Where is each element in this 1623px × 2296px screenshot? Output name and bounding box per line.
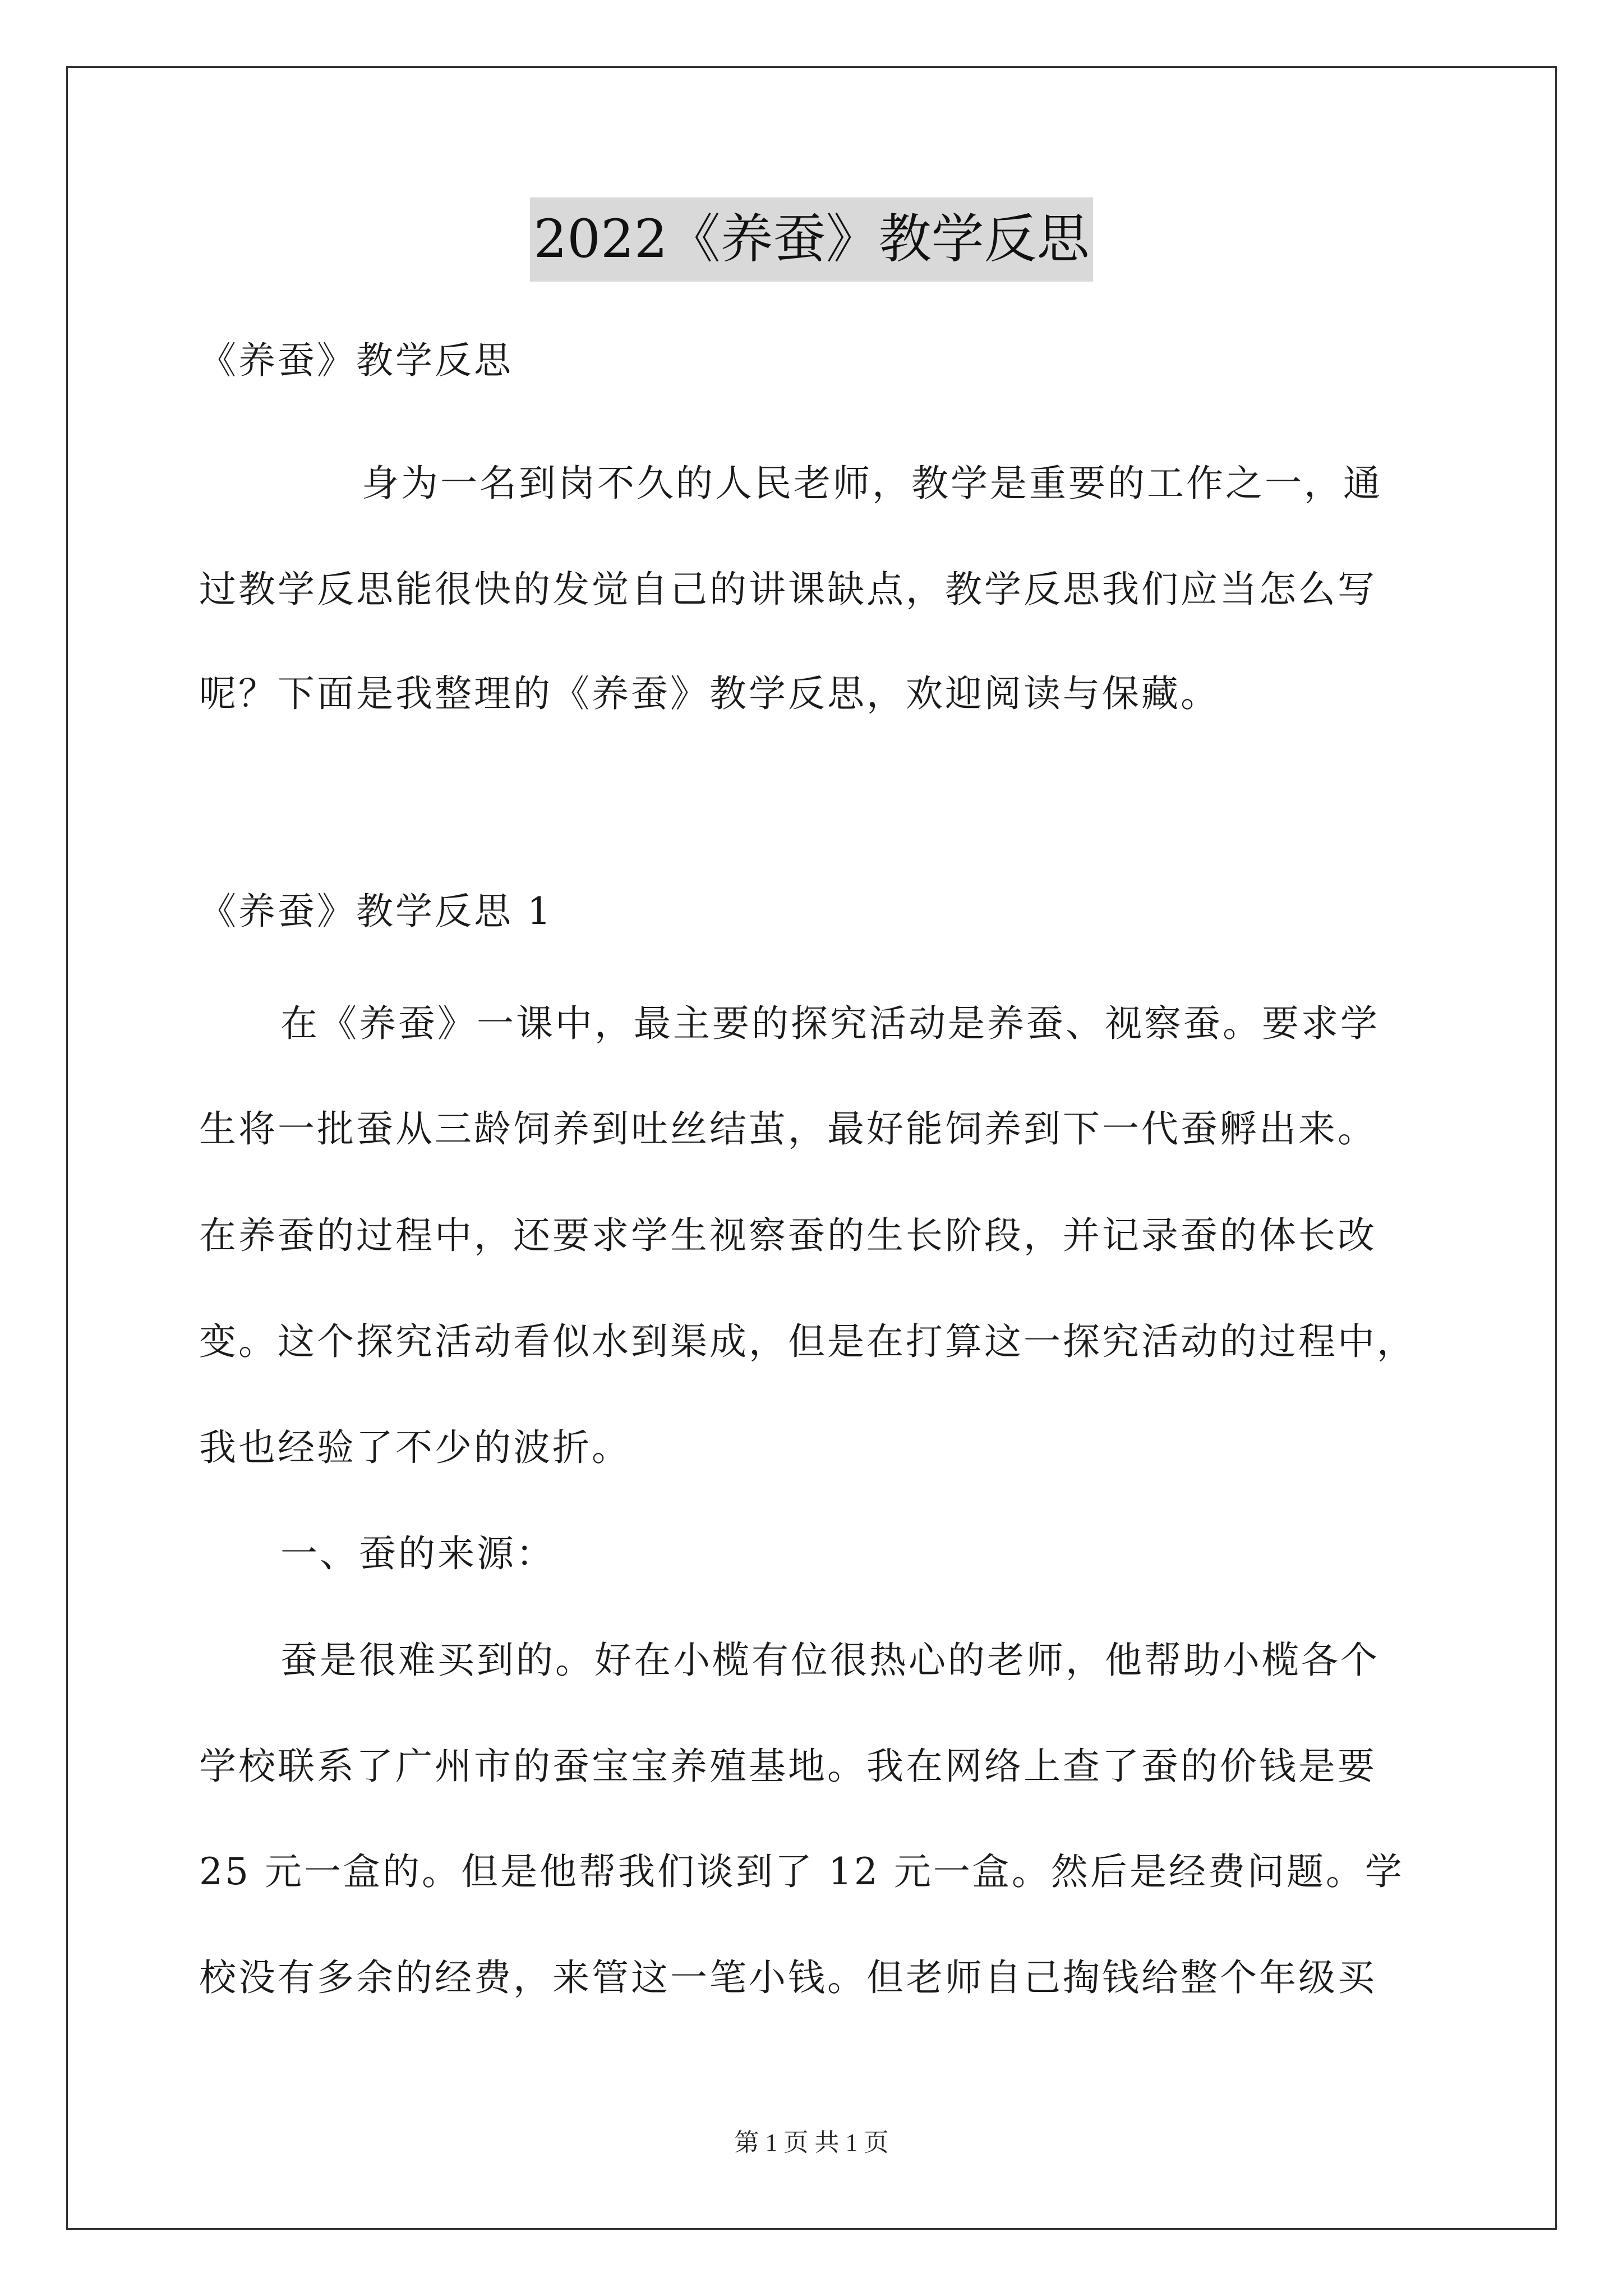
- intro-line: 身为一名到岗不久的人民老师，教学是重要的工作之一，通: [362, 462, 1382, 505]
- paragraph-line: 校没有多余的经费，来管这一笔小钱。但老师自己掏钱给整个年级买: [199, 1956, 1377, 1999]
- section-heading: 《养蚕》教学反思 1: [199, 890, 553, 933]
- paragraph-line: 生将一批蚕从三龄饲养到吐丝结茧，最好能饲养到下一代蚕孵出来。: [199, 1107, 1377, 1151]
- sub-heading: 一、蚕的来源：: [280, 1532, 555, 1575]
- title-container: [0, 197, 1623, 282]
- document-title: 2022《养蚕》教学反思: [530, 197, 1092, 282]
- paragraph-line: 变。这个探究活动看似水到渠成，但是在打算这一探究活动的过程中，: [199, 1320, 1416, 1363]
- paragraph-line: 蚕是很难买到的。好在小榄有位很热心的老师，他帮助小榄各个: [280, 1639, 1380, 1682]
- document-subtitle: 《养蚕》教学反思: [199, 339, 513, 382]
- paragraph-line: 在《养蚕》一课中，最主要的探究活动是养蚕、视察蚕。要求学: [280, 1002, 1380, 1045]
- paragraph-line: 我也经验了不少的波折。: [199, 1426, 631, 1469]
- intro-line: 呢？下面是我整理的《养蚕》教学反思，欢迎阅读与保藏。: [199, 672, 1220, 715]
- paragraph-line: 25 元一盒的。但是他帮我们谈到了 12 元一盒。然后是经费问题。学: [199, 1850, 1404, 1893]
- paragraph-line: 学校联系了广州市的蚕宝宝养殖基地。我在网络上查了蚕的价钱是要: [199, 1745, 1377, 1788]
- intro-line: 过教学反思能很快的发觉自己的讲课缺点，教学反思我们应当怎么写: [199, 568, 1377, 611]
- paragraph-line: 在养蚕的过程中，还要求学生视察蚕的生长阶段，并记录蚕的体长改: [199, 1214, 1377, 1257]
- page-footer: 第 1 页 共 1 页: [734, 2129, 889, 2156]
